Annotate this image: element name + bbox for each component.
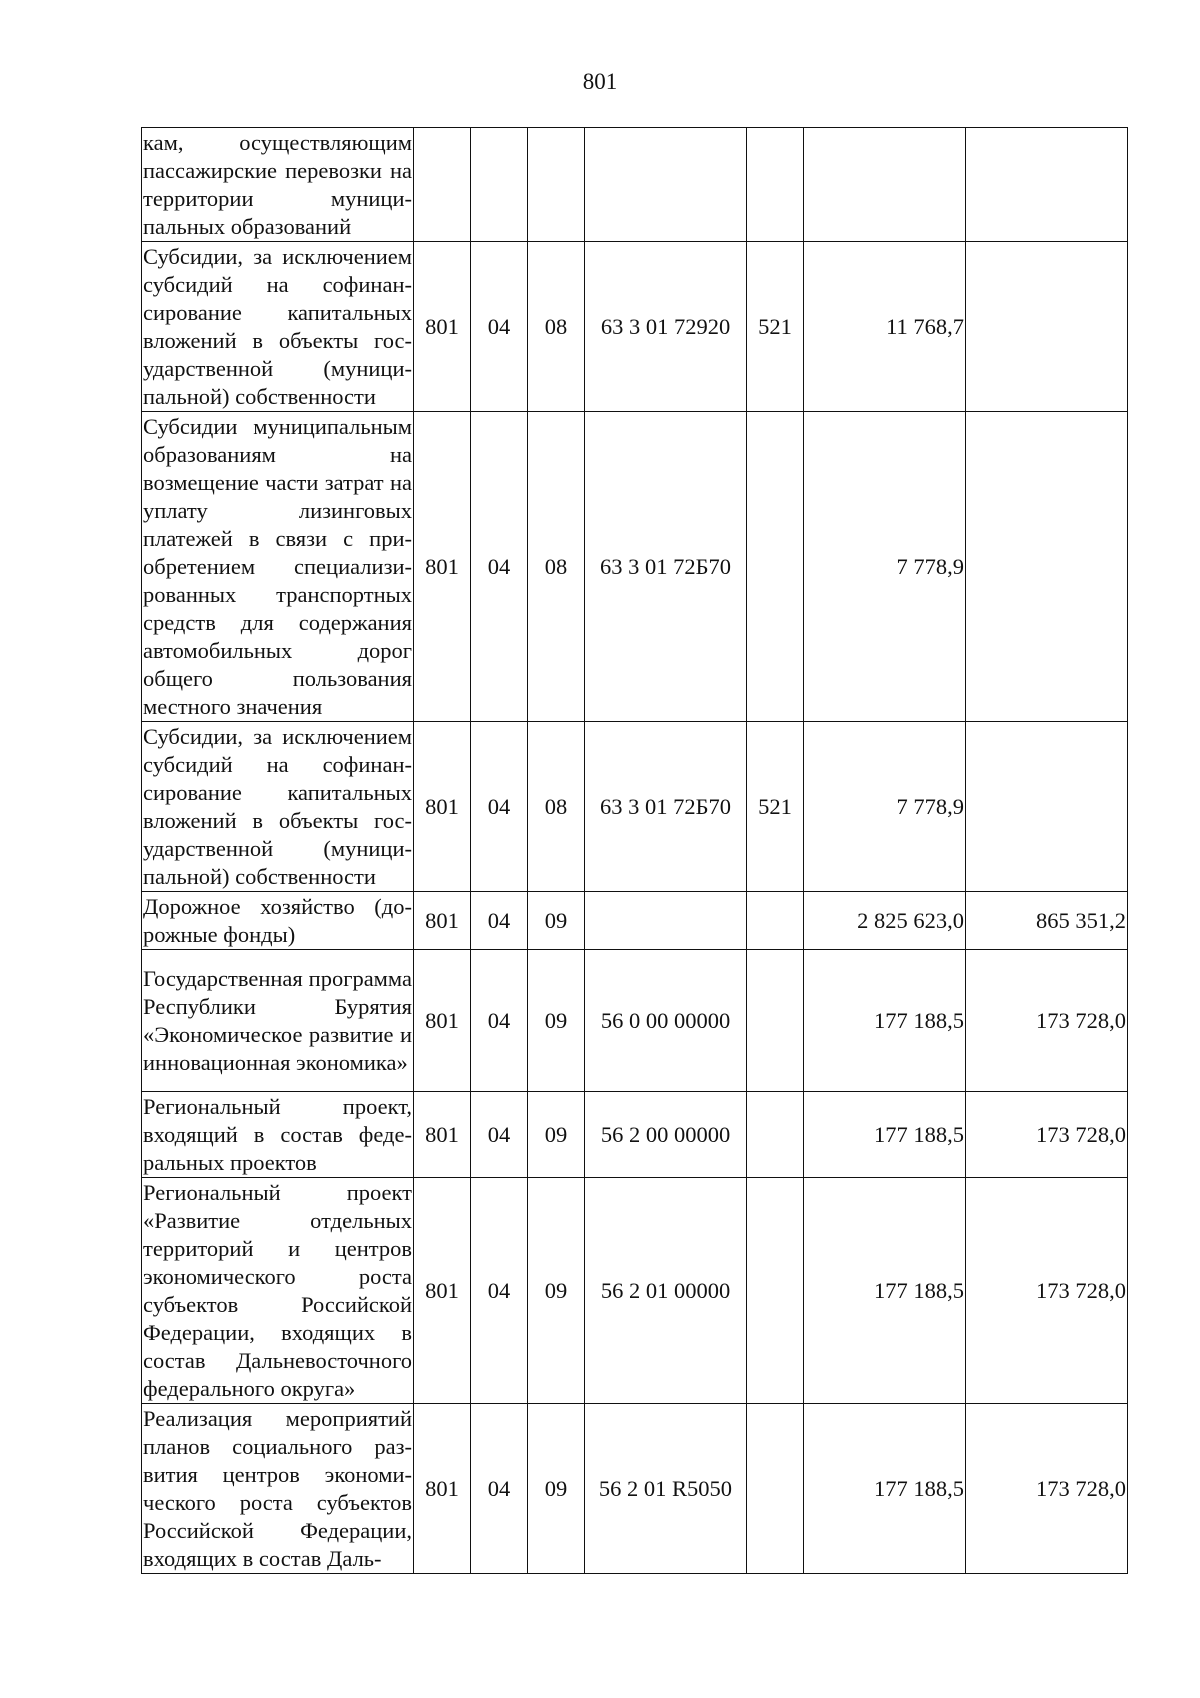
- row-pr: 08: [528, 242, 585, 412]
- row-csr: 56 0 00 00000: [585, 950, 747, 1092]
- row-vr: 521: [747, 722, 804, 892]
- table-row: [142, 892, 1128, 950]
- row-pr: 08: [528, 412, 585, 722]
- row-gr: 801: [414, 950, 471, 1092]
- row-csr: [585, 128, 747, 242]
- row-pr: 09: [528, 950, 585, 1092]
- row-name: Субсидии муниципальным образованиям на возмещение части затрат на уплату лизинговых платежей в связи с приобретением специализированных транспортных средств для содержания автомобильных дорог общего пользования местного значения: [142, 412, 414, 722]
- row-rz: 04: [471, 950, 528, 1092]
- page-number: 801: [582, 69, 618, 94]
- row-gr: 801: [414, 1092, 471, 1178]
- row-sum2: 173 728,0: [966, 950, 1128, 1092]
- row-sum2: 865 351,2: [966, 892, 1128, 950]
- row-gr: 801: [414, 1404, 471, 1574]
- row-pr: 09: [528, 1404, 585, 1574]
- row-sum1: 11 768,7: [804, 242, 966, 412]
- row-rz: 04: [471, 242, 528, 412]
- row-vr: [747, 892, 804, 950]
- row-name: Субсидии, за исключением субсидий на софинансирование капитальных вложений в объекты государственной (муниципальной) собственности: [142, 242, 414, 412]
- row-sum2: 173 728,0: [966, 1404, 1128, 1574]
- row-csr: 63 3 01 72Б70: [585, 412, 747, 722]
- row-sum1: 177 188,5: [804, 950, 966, 1092]
- row-rz: 04: [471, 722, 528, 892]
- table-row: [142, 412, 1128, 722]
- row-name: кам, осуществляющим пассажирские перевозки на территории муниципальных образований: [142, 128, 414, 242]
- row-sum1: 177 188,5: [804, 1092, 966, 1178]
- row-csr: 56 2 01 R5050: [585, 1404, 747, 1574]
- row-sum2: 173 728,0: [966, 1178, 1128, 1404]
- row-vr: [747, 950, 804, 1092]
- row-gr: 801: [414, 412, 471, 722]
- row-pr: 09: [528, 1092, 585, 1178]
- row-rz: 04: [471, 412, 528, 722]
- row-sum2: [966, 412, 1128, 722]
- row-pr: 09: [528, 892, 585, 950]
- row-sum2: [966, 128, 1128, 242]
- row-sum1: 177 188,5: [804, 1404, 966, 1574]
- row-name: Субсидии, за исключением субсидий на софинансирование капитальных вложений в объекты государственной (муниципальной) собственности: [142, 722, 414, 892]
- row-pr: [528, 128, 585, 242]
- row-gr: 801: [414, 722, 471, 892]
- row-sum1: 2 825 623,0: [804, 892, 966, 950]
- row-csr: 56 2 00 00000: [585, 1092, 747, 1178]
- table-row: [142, 128, 1128, 242]
- table-row: [142, 242, 1128, 412]
- row-name: Региональный проект, входящий в состав федеральных проектов: [142, 1092, 414, 1178]
- row-sum1: 7 778,9: [804, 412, 966, 722]
- row-sum2: 173 728,0: [966, 1092, 1128, 1178]
- row-vr: [747, 128, 804, 242]
- row-csr: 63 3 01 72920: [585, 242, 747, 412]
- row-vr: [747, 412, 804, 722]
- row-gr: 801: [414, 1178, 471, 1404]
- row-pr: 09: [528, 1178, 585, 1404]
- table-row: [142, 1178, 1128, 1404]
- row-sum1: 7 778,9: [804, 722, 966, 892]
- row-vr: 521: [747, 242, 804, 412]
- row-name: Региональный проект «Развитие отдельных территорий и центров экономического роста субъектов Российской Федерации, входящих в состав Дальневосточного федерального округа»: [142, 1178, 414, 1404]
- row-name: Реализация мероприятий планов социального развития центров экономического роста субъектов Российской Федерации, входящих в состав Даль-: [142, 1404, 414, 1574]
- row-csr: [585, 892, 747, 950]
- table-row: [142, 1092, 1128, 1178]
- row-vr: [747, 1404, 804, 1574]
- row-pr: 08: [528, 722, 585, 892]
- table-row: [142, 722, 1128, 892]
- row-rz: 04: [471, 1092, 528, 1178]
- row-sum2: [966, 722, 1128, 892]
- row-rz: [471, 128, 528, 242]
- table-row: [142, 1404, 1128, 1574]
- row-sum2: [966, 242, 1128, 412]
- row-gr: 801: [414, 242, 471, 412]
- row-sum1: 177 188,5: [804, 1178, 966, 1404]
- row-rz: 04: [471, 1404, 528, 1574]
- row-rz: 04: [471, 1178, 528, 1404]
- row-sum1: [804, 128, 966, 242]
- row-csr: 63 3 01 72Б70: [585, 722, 747, 892]
- row-name: Государственная программа Республики Бурятия «Экономическое развитие и инновационная экономика»: [142, 950, 414, 1092]
- row-rz: 04: [471, 892, 528, 950]
- row-csr: 56 2 01 00000: [585, 1178, 747, 1404]
- row-vr: [747, 1178, 804, 1404]
- row-vr: [747, 1092, 804, 1178]
- row-name: Дорожное хозяйство (дорожные фонды): [142, 892, 414, 950]
- row-gr: [414, 128, 471, 242]
- row-gr: 801: [414, 892, 471, 950]
- budget-table: [141, 127, 1128, 1574]
- table-row: [142, 950, 1128, 1092]
